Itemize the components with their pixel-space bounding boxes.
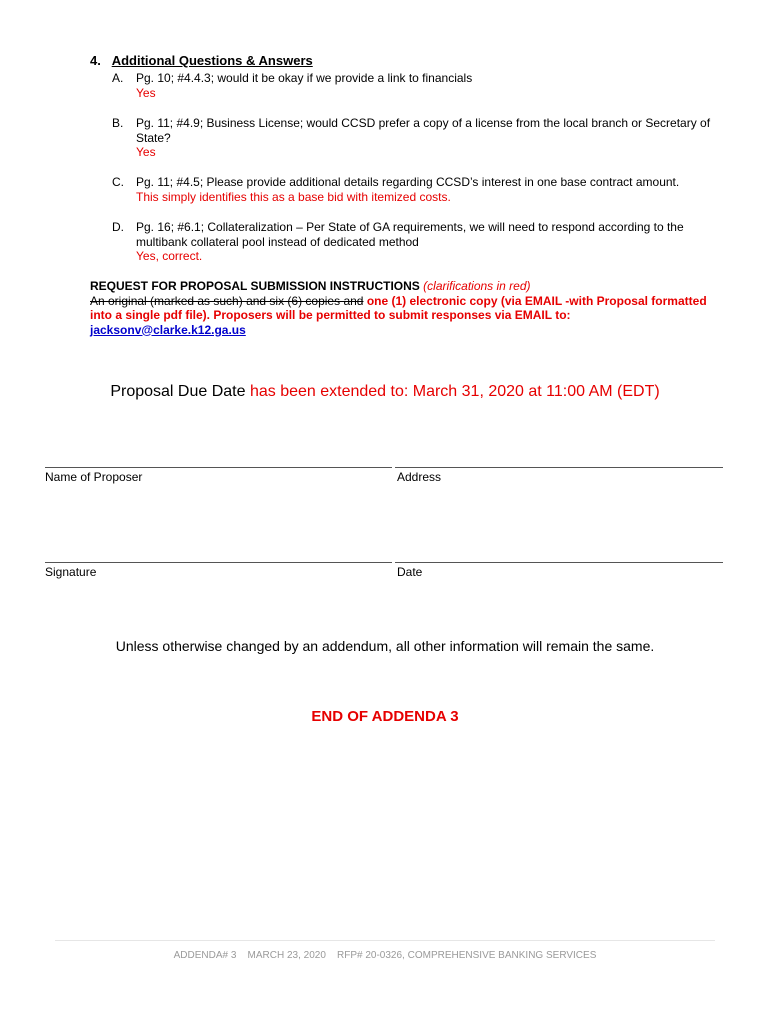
signature-line — [45, 562, 392, 563]
qa-answer: Yes, correct. — [136, 249, 203, 263]
address-label: Address — [397, 470, 442, 484]
due-extension: has been extended to: March 31, 2020 at 11:00 AM (EDT) — [249, 383, 660, 400]
qa-letter: D. — [112, 220, 124, 234]
rfp-red-text: one (1) electronic copy (via EMAIL -with Proposal formatted into a single pdf file). Proposers will be permitted to submit responses via EMAIL to: — [90, 293, 707, 322]
due-date — [0, 383, 770, 401]
email-link[interactable]: jacksonv@clarke.k12.ga.us — [90, 322, 246, 337]
section-number: 4. — [90, 53, 101, 68]
qa-question: Pg. 11; #4.5; Please provide additional details regarding CCSD’s interest in one base contract amount. — [136, 175, 680, 189]
qa-answer: This simply identifies this as a base bid with itemized costs. — [136, 189, 451, 204]
section-heading — [90, 53, 313, 68]
name-label: Name of Proposer — [45, 470, 143, 484]
footer-divider — [55, 940, 715, 941]
qa-letter: B. — [112, 116, 124, 130]
date-label: Date — [397, 565, 423, 579]
qa-question: Pg. 16; #6.1; Collateralization – Per State of GA requirements, we will need to respond according to the multibank collateral pool instead of dedicated method — [136, 220, 684, 249]
address-line — [395, 467, 723, 468]
rfp-title: REQUEST FOR PROPOSAL SUBMISSION INSTRUCTIONS — [90, 279, 420, 293]
due-label: Proposal Due Date — [110, 383, 246, 400]
qa-letter: A. — [112, 71, 124, 85]
page-footer: ADDENDA# 3 MARCH 23, 2020 RFP# 20-0326, COMPREHENSIVE BANKING SERVICES — [173, 950, 597, 961]
remain-statement: Unless otherwise changed by an addendum, all other information will remain the same. — [115, 638, 655, 654]
rfp-clarification: (clarifications in red) — [423, 279, 531, 293]
rfp-struck-text: An original (marked as such) and six (6) copies and — [90, 293, 364, 308]
name-line — [45, 467, 392, 468]
signature-label: Signature — [45, 565, 97, 579]
section-title: Additional Questions & Answers — [111, 53, 313, 68]
qa-question: Pg. 10; #4.4.3; would it be okay if we provide a link to financials — [136, 71, 473, 85]
qa-answer: Yes — [136, 145, 156, 159]
end-of-addenda: END OF ADDENDA 3 — [311, 708, 459, 725]
qa-letter: C. — [112, 175, 124, 189]
qa-item-b — [112, 116, 722, 160]
qa-item-d — [112, 220, 722, 264]
qa-question: Pg. 11; #4.9; Business License; would CCSD prefer a copy of a license from the local branch or Secretary of State? — [136, 116, 711, 145]
rfp-instructions — [90, 279, 720, 337]
qa-item-c — [112, 175, 722, 204]
qa-item-a — [112, 71, 722, 100]
qa-answer: Yes — [136, 85, 156, 100]
date-line — [395, 562, 723, 563]
